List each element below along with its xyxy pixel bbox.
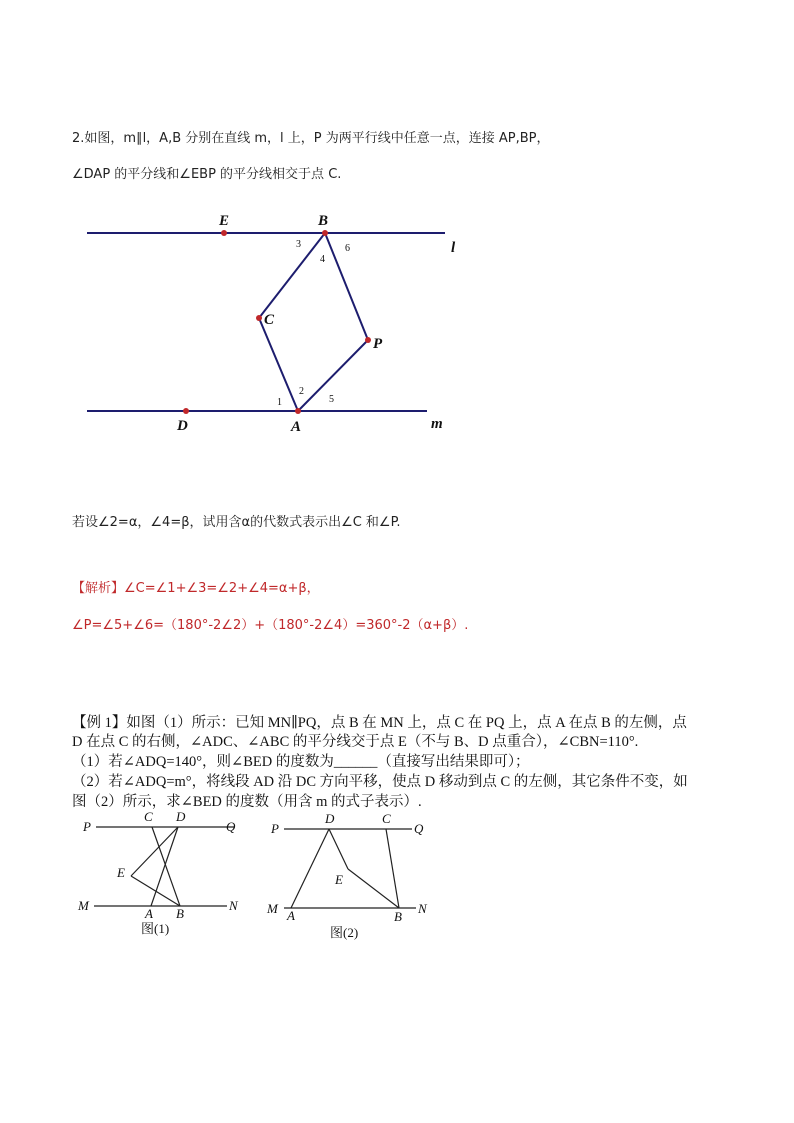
- label-E: E: [219, 213, 230, 229]
- fig1-label-C: C: [144, 809, 153, 824]
- example-line-1: 【例 1】如图（1）所示：已知 MN∥PQ，点 B 在 MN 上，点 C 在 PQ 上，点 A 在点 B 的左侧，点: [72, 715, 687, 731]
- fig1-label-E: E: [117, 865, 125, 880]
- fig2-label-Q: Q: [414, 821, 424, 836]
- fig2-segment-EB: [348, 869, 399, 908]
- point-A: [295, 408, 301, 414]
- angle-4-label: 4: [320, 254, 325, 265]
- label-line-m: m: [431, 416, 443, 432]
- fig1-label-N: N: [229, 898, 238, 913]
- fig2-label-P: P: [271, 821, 279, 836]
- fig2-label-E: E: [335, 872, 343, 887]
- angle-6-label: 6: [345, 243, 350, 254]
- angle-5-label: 5: [329, 394, 334, 405]
- example-line-4: （2）若∠ADQ=m°，将线段 AD 沿 DC 方向平移，使点 D 移动到点 C 的左侧，其它条件不变，如: [72, 774, 688, 790]
- fig1-label-A: A: [145, 906, 153, 921]
- point-P: [365, 337, 371, 343]
- solution-label: 【解析】: [72, 581, 125, 596]
- problem-line-2: ∠DAP 的平分线和∠EBP 的平分线相交于点 C.: [72, 167, 342, 182]
- example-line-3: （1）若∠ADQ=140°，则∠BED 的度数为______（直接写出结果即可）；: [72, 754, 530, 770]
- label-D: D: [177, 418, 188, 434]
- fig2-segment-DA: [291, 829, 329, 908]
- fig1-label-M: M: [78, 898, 89, 913]
- fig2-label-N: N: [418, 901, 427, 916]
- segment-BC: [259, 233, 325, 318]
- fig2-label-B: B: [394, 909, 402, 924]
- fig2-segment-CB: [386, 829, 399, 908]
- point-B: [322, 230, 328, 236]
- point-E: [221, 230, 227, 236]
- fig2-caption: 图(2): [330, 925, 359, 940]
- label-A: A: [291, 419, 302, 435]
- example-line-2: D 在点 C 的右侧，∠ADC、∠ABC 的平分线交于点 E（不与 B、D 点重合），∠CBN=110°.: [72, 734, 639, 750]
- solution-line-1: [72, 581, 320, 597]
- angle-1-label: 1: [277, 397, 282, 408]
- fig2-label-D: D: [325, 811, 335, 826]
- point-D: [183, 408, 189, 414]
- fig1-segment-DA: [151, 827, 178, 906]
- fig1-label-B: B: [176, 906, 184, 921]
- fig2-label-M: M: [267, 901, 278, 916]
- fig2-label-A: A: [287, 908, 295, 923]
- label-B: B: [318, 213, 329, 229]
- example-figures: [0, 807, 794, 942]
- problem-line-1: 2.如图，m∥l，A,B 分别在直线 m，l 上，P 为两平行线中任意一点，连接 AP,BP，: [72, 131, 550, 146]
- fig1-caption: 图(1): [141, 921, 170, 936]
- angle-3-label: 3: [296, 239, 301, 250]
- fig1-segment-EB: [131, 876, 180, 906]
- parallel-lines-figure: [0, 205, 794, 465]
- question-text: 若设∠2=α，∠4=β，试用含α的代数式表示出∠C 和∠P.: [72, 515, 401, 530]
- fig1-label-P: P: [83, 819, 91, 834]
- example-line-5: 图（2）所示，求∠BED 的度数（用含 m 的式子表示）.: [72, 794, 422, 810]
- fig2-segment-DE: [329, 829, 348, 869]
- fig1-label-D: D: [176, 809, 186, 824]
- angle-2-label: 2: [299, 386, 304, 397]
- fig2-label-C: C: [382, 811, 391, 826]
- label-line-l: l: [451, 240, 456, 256]
- solution-text-1: ∠C=∠1+∠3=∠2+∠4=α+β，: [124, 581, 320, 596]
- fig1-label-Q: Q: [226, 819, 236, 834]
- label-P: P: [373, 336, 383, 352]
- solution-line-2: ∠P=∠5+∠6=（180°-2∠2）+（180°-2∠4）=360°-2（α+β）.: [72, 618, 469, 633]
- point-C: [256, 315, 262, 321]
- label-C: C: [264, 312, 275, 328]
